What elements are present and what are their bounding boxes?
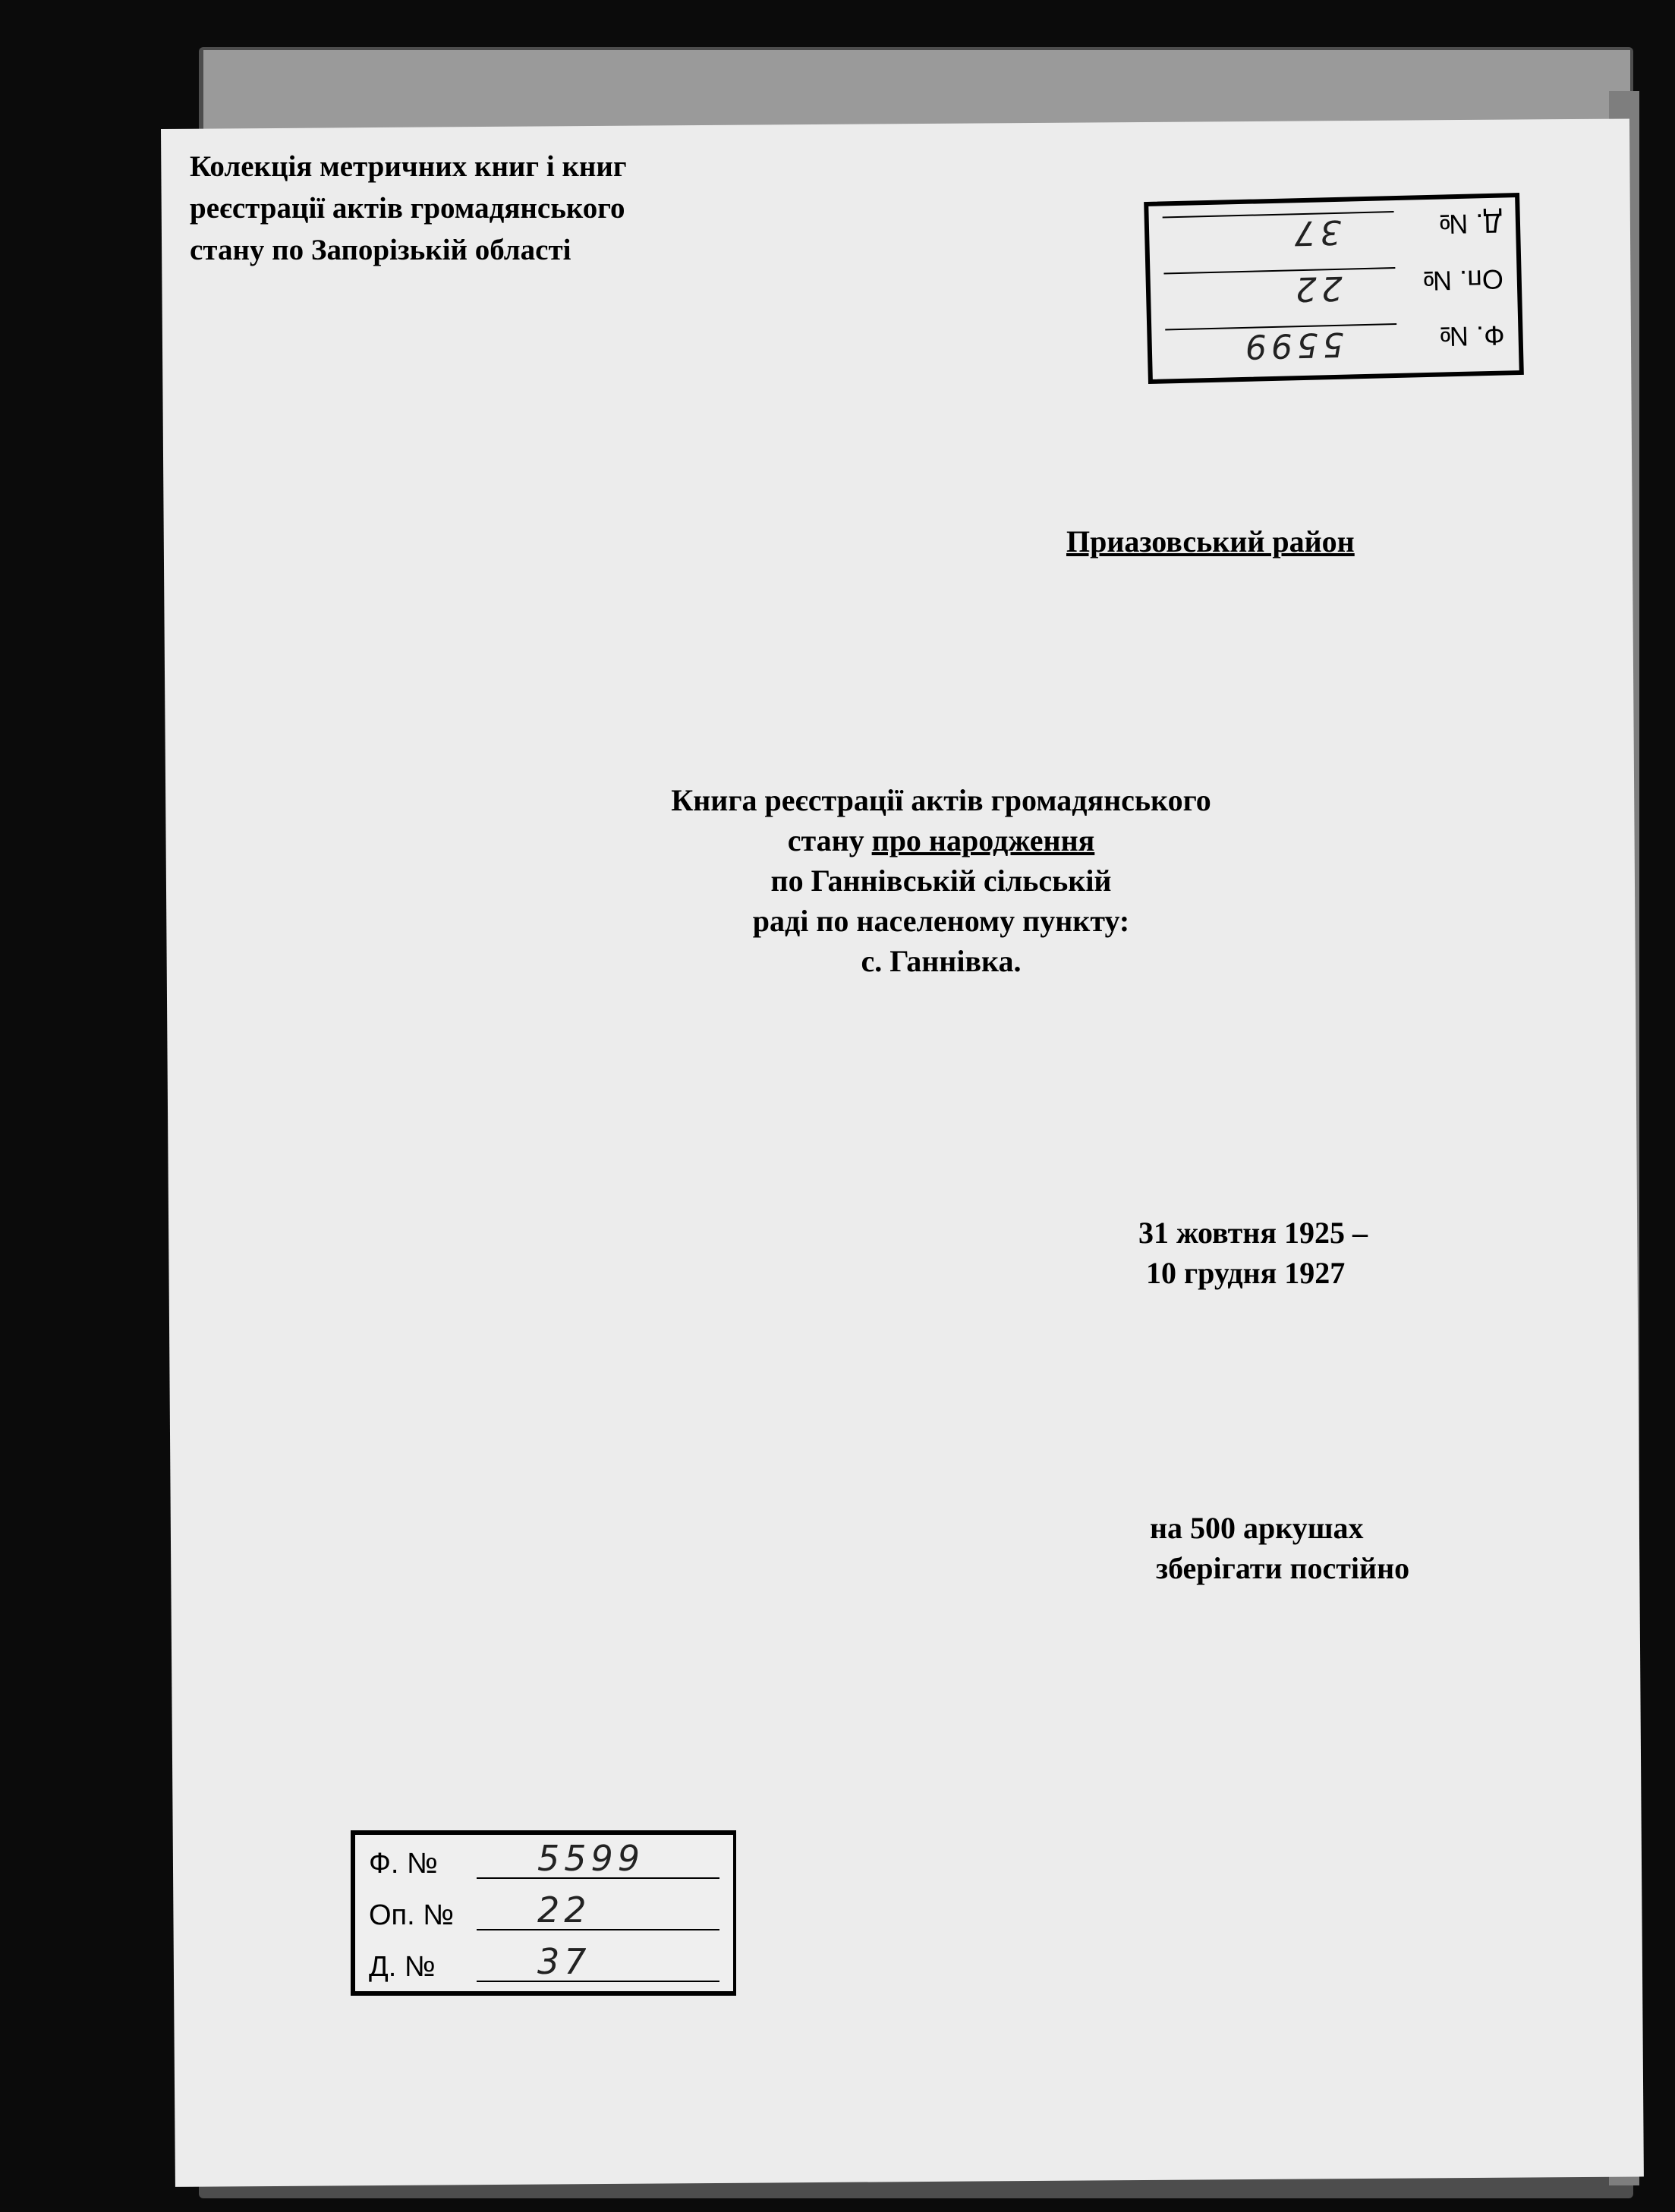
archive-stamp-bottom	[351, 1830, 736, 1996]
opys-label: Оп. №	[1422, 263, 1504, 297]
stamp-opys-row	[355, 1886, 733, 1940]
sprava-label: Д. №	[1438, 207, 1503, 241]
stamp-line	[477, 1929, 719, 1930]
sprava-value: 37	[537, 1941, 591, 1982]
storage-term: зберігати постійно	[1156, 1551, 1410, 1585]
stamp-sprava-row	[1148, 199, 1516, 261]
book-title-line: с. Ганнівка.	[861, 944, 1022, 978]
fond-value: 5599	[537, 1838, 645, 1879]
sheet-count: на 500 аркушах	[1150, 1511, 1364, 1545]
district-title: Приазовський район	[1066, 524, 1355, 559]
book-title-line: Книга реєстрації актів громадянського	[671, 783, 1211, 817]
book-title-line: по Ганнівській сільській	[770, 864, 1112, 898]
stamp-fond-row	[355, 1835, 733, 1888]
opys-label: Оп. №	[369, 1899, 455, 1931]
opys-value: 22	[537, 1889, 591, 1930]
fond-value: 5599	[1240, 324, 1345, 367]
collection-line: реєстрації актів громадянського	[190, 192, 625, 225]
book-title-type: про народження	[871, 823, 1095, 857]
book-title-line: раді по населеному пункту:	[752, 904, 1130, 938]
sprava-value: 37	[1289, 212, 1342, 253]
stamp-line	[1163, 211, 1394, 218]
sprava-label: Д. №	[369, 1951, 436, 1983]
stamp-sprava-row	[355, 1938, 733, 1991]
stamp-line	[1163, 267, 1395, 274]
date-end: 10 грудня 1927	[1146, 1256, 1346, 1290]
sheets-info	[1150, 1508, 1409, 1588]
archive-stamp-top	[1144, 193, 1524, 384]
opys-value: 22	[1290, 268, 1343, 309]
fond-label: Ф. №	[1439, 319, 1506, 353]
fond-label: Ф. №	[369, 1848, 438, 1880]
stamp-line	[477, 1981, 719, 1982]
book-title-prefix: стану	[787, 823, 872, 857]
stamp-fond-row	[1151, 311, 1519, 373]
stamp-opys-row	[1150, 255, 1518, 317]
date-start: 31 жовтня 1925 –	[1138, 1216, 1368, 1250]
collection-line: Колекція метричних книг і книг	[190, 150, 627, 183]
collection-line: стану по Запорізькій області	[190, 234, 571, 266]
date-range	[1138, 1213, 1368, 1293]
book-title	[592, 780, 1290, 981]
book-title-line	[592, 820, 1290, 861]
collection-heading	[190, 146, 736, 271]
